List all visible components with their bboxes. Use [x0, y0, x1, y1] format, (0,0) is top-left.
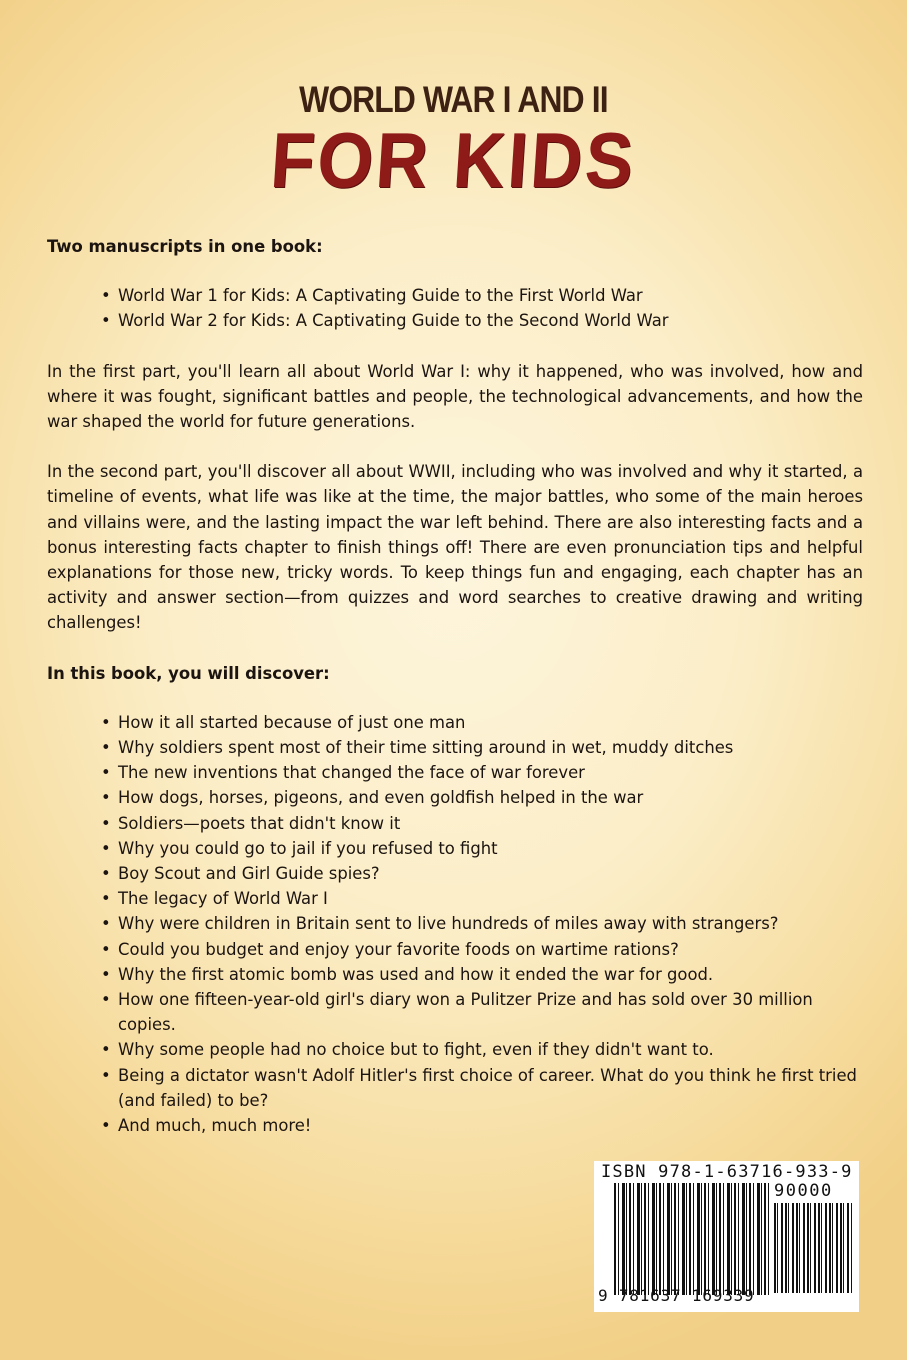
discover-item: • Being a dictator wasn't Adolf Hitler's first choice of career. What do you think he first tried (and failed) to be?	[118, 1063, 863, 1113]
title-line-1: WORLD WAR I AND II	[299, 79, 608, 120]
barcode-bars	[614, 1183, 769, 1295]
price-barcode-bars	[774, 1203, 852, 1293]
discover-item: • Could you budget and enjoy your favorite foods on wartime rations?	[118, 937, 863, 962]
isbn-number: ISBN 978-1-63716-933-9	[601, 1162, 853, 1182]
discover-list	[47, 710, 863, 1138]
intro-heading: Two manuscripts in one book:	[47, 237, 323, 256]
manuscript-list	[47, 283, 863, 333]
cover-title	[0, 78, 907, 204]
discover-item: • The new inventions that changed the face of war forever	[118, 760, 863, 785]
discover-item: • How dogs, horses, pigeons, and even goldfish helped in the war	[118, 785, 863, 810]
discover-item: • Soldiers—poets that didn't know it	[118, 811, 863, 836]
paragraph-part-one: In the first part, you'll learn all about World War I: why it happened, who was involved, how and where it was fought, significant battles and people, the technological advancements, and how the war shaped the world for future generations.	[47, 361, 863, 432]
title-line-2: FOR KIDS	[268, 116, 639, 204]
discover-item: • How it all started because of just one man	[118, 710, 863, 735]
manuscript-item: • World War 1 for Kids: A Captivating Guide to the First World War	[118, 283, 863, 308]
discover-heading: In this book, you will discover:	[47, 663, 330, 683]
discover-item: • Why soldiers spent most of their time sitting around in wet, muddy ditches	[118, 735, 863, 760]
paragraph-part-two: In the second part, you'll discover all about WWII, including who was involved and why it started, a timeline of events, what life was like at the time, the major battles, who some of the main heroes and villains were, and the lasting impact the war left behind. There are also interesting facts and a bonus interesting facts chapter to finish things off! There are even pronunciation tips and helpful explanations for those new, tricky words. To keep things fun and engaging, each chapter has an activity and answer section—from quizzes and word searches to creative drawing and writing challenges!	[47, 462, 863, 633]
discover-item: • The legacy of World War I	[118, 886, 863, 911]
price-code: 90000	[774, 1181, 833, 1201]
discover-item: • Why some people had no choice but to fight, even if they didn't want to.	[118, 1037, 863, 1062]
isbn-barcode	[594, 1161, 859, 1312]
ean-digits: 9 781637 169339	[598, 1286, 755, 1305]
discover-item: • Boy Scout and Girl Guide spies?	[118, 861, 863, 886]
back-cover-blurb	[47, 234, 863, 1163]
discover-item: • And much, much more!	[118, 1113, 863, 1138]
discover-item: • Why you could go to jail if you refused to fight	[118, 836, 863, 861]
discover-item: • Why were children in Britain sent to live hundreds of miles away with strangers?	[118, 911, 863, 936]
discover-item: • Why the first atomic bomb was used and how it ended the war for good.	[118, 962, 863, 987]
manuscript-item: • World War 2 for Kids: A Captivating Guide to the Second World War	[118, 308, 863, 333]
discover-item: • How one fifteen-year-old girl's diary won a Pulitzer Prize and has sold over 30 million copies.	[118, 987, 863, 1037]
